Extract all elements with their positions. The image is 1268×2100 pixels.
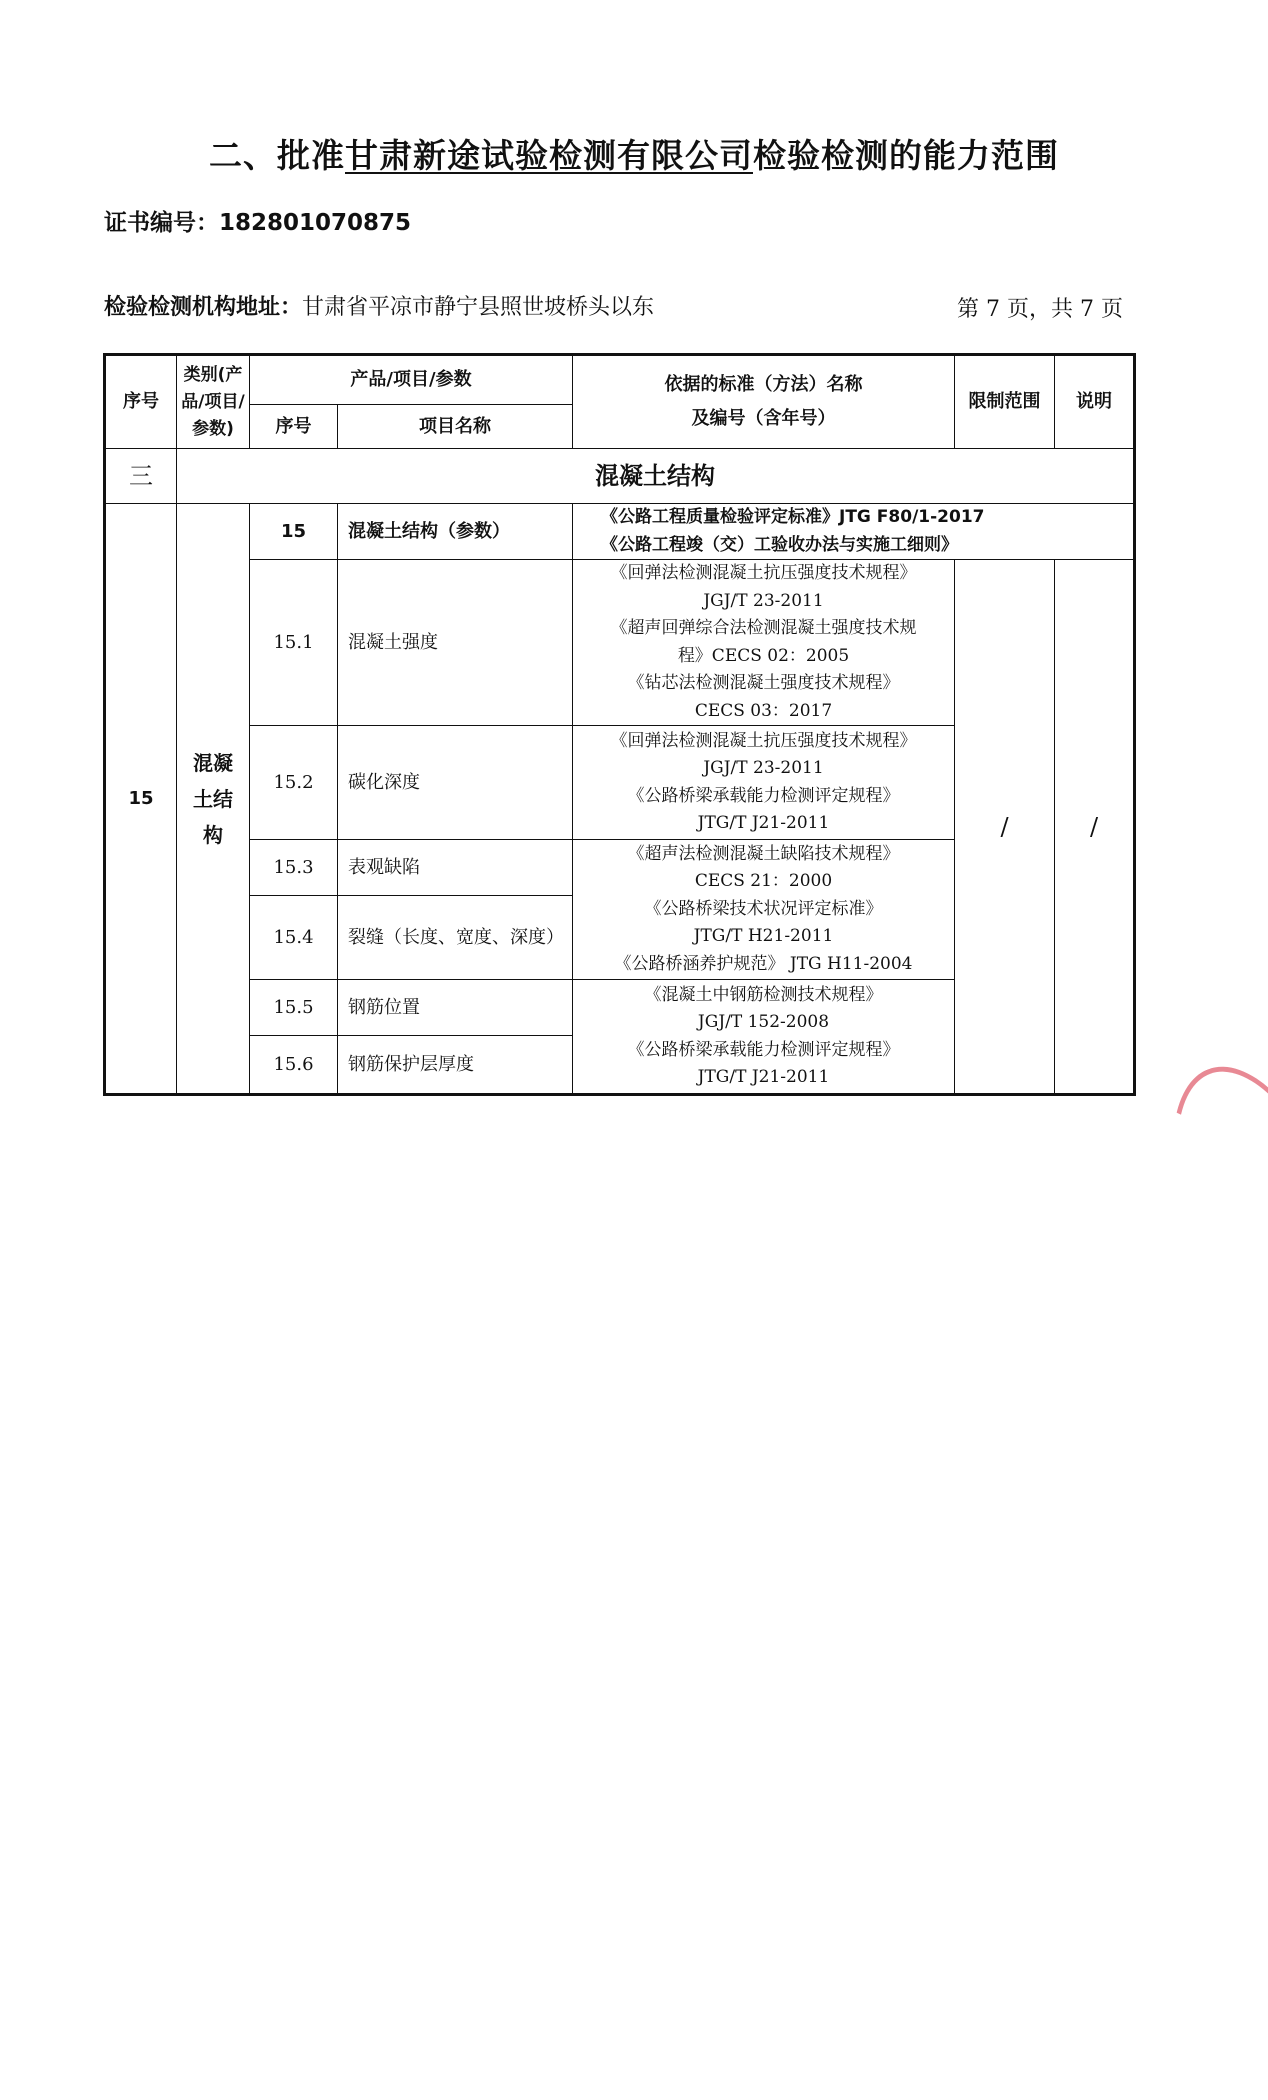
header-note: 说明: [1055, 355, 1135, 449]
item-name: 裂缝（长度、宽度、深度）: [338, 896, 573, 980]
item-name: 表观缺陷: [338, 840, 573, 896]
item-seq: 15.4: [250, 896, 338, 980]
address-label: 检验检测机构地址：: [104, 295, 303, 320]
item-seq: 15.3: [250, 840, 338, 896]
capability-table: [103, 353, 1136, 1096]
section-row: [105, 449, 1135, 504]
group-number: 15: [105, 504, 177, 1095]
item-seq: 15.6: [250, 1036, 338, 1095]
header-item-name: 项目名称: [338, 405, 573, 449]
item-name: 钢筋位置: [338, 980, 573, 1036]
parent-name: 混凝土结构（参数）: [338, 504, 573, 560]
table-row: [105, 560, 1135, 726]
item-name: 混凝土强度: [338, 560, 573, 726]
limit-value: /: [955, 560, 1055, 1095]
item-name: 钢筋保护层厚度: [338, 1036, 573, 1095]
header-seq: 序号: [105, 355, 177, 449]
address-value: 甘肃省平凉市静宁县照世坡桥头以东: [302, 295, 655, 320]
item-seq: 15.2: [250, 726, 338, 840]
section-number: 三: [105, 449, 177, 504]
page-info: 第 7 页，共 7 页: [957, 297, 1123, 322]
header-category: 类别(产 品/项目/ 参数): [177, 355, 250, 449]
header-product: 产品/项目/参数: [250, 355, 573, 405]
header-standard: 依据的标准（方法）名称 及编号（含年号）: [573, 355, 955, 449]
table-row: [105, 504, 1135, 560]
certificate-number: [104, 204, 411, 237]
standards-cell: 《混凝土中钢筋检测技术规程》 JGJ/T 152-2008 《公路桥梁承载能力检测评定规程》 JTG/T J21-2011: [573, 980, 955, 1095]
item-seq: 15.1: [250, 560, 338, 726]
title-suffix: 检验检测的能力范围: [753, 136, 1059, 175]
standards-cell: 《回弹法检测混凝土抗压强度技术规程》 JGJ/T 23-2011 《公路桥梁承载能力检测评定规程》 JTG/T J21-2011: [573, 726, 955, 840]
group-category: 混凝 土结 构: [177, 504, 250, 1095]
header-row-1: [105, 355, 1135, 405]
title-prefix: 二、批准: [209, 136, 345, 175]
section-name: 混凝土结构: [177, 449, 1135, 504]
note-value: /: [1055, 560, 1135, 1095]
cert-value: 182801070875: [219, 210, 412, 236]
cert-label: 证书编号：: [104, 210, 219, 236]
header-sub-seq: 序号: [250, 405, 338, 449]
page-title: [0, 130, 1268, 177]
parent-seq: 15: [250, 504, 338, 560]
header-limit: 限制范围: [955, 355, 1055, 449]
parent-standards: 《公路工程质量检验评定标准》JTG F80/1-2017 《公路工程竣（交）工验收办法与实施工细则》: [573, 504, 1135, 560]
title-company: 甘肃新途试验检测有限公司: [345, 136, 753, 175]
standards-cell: 《回弹法检测混凝土抗压强度技术规程》 JGJ/T 23-2011 《超声回弹综合法检测混凝土强度技术规 程》CECS 02：2005 《钻芯法检测混凝土强度技术规程》 CECS 03：2017: [573, 560, 955, 726]
seal-stamp-partial: [1138, 1043, 1268, 1376]
standards-cell: 《超声法检测混凝土缺陷技术规程》 CECS 21：2000 《公路桥梁技术状况评定标准》 JTG/T H21-2011 《公路桥涵养护规范》 JTG H11-2004: [573, 840, 955, 980]
address-line: [104, 290, 654, 321]
item-seq: 15.5: [250, 980, 338, 1036]
item-name: 碳化深度: [338, 726, 573, 840]
